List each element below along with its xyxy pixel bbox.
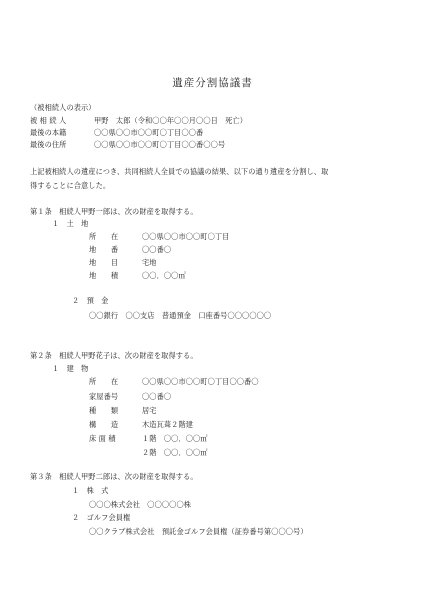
article-3-item-1-heading: １ 株 式: [72, 486, 109, 495]
article-1-item-2-heading: ２ 預 金: [72, 296, 109, 305]
preamble-line: 上記被相続人の遺産につき、共同相続人全員での協議の結果、以下の通り遺産を分割し、取: [30, 167, 329, 176]
field-label: 地 積: [89, 271, 119, 280]
registered-domicile-value: 〇〇県〇〇市〇〇町〇丁目〇〇番: [94, 128, 204, 137]
last-address-value: 〇〇県〇〇市〇〇町〇丁目〇〇番〇〇号: [94, 140, 226, 149]
deposit-line: 〇〇銀行 〇〇支店 普通預金 口座番号〇〇〇〇〇〇: [89, 311, 272, 320]
field-label: 家屋番号: [89, 392, 119, 401]
field-value: 居宅: [142, 406, 157, 415]
article-1-item-1-heading: １ 土 地: [52, 219, 89, 228]
field-label: 床 面 積: [89, 434, 116, 443]
field-value: 〇〇県〇〇市〇〇町〇丁目: [142, 232, 230, 241]
field-value: 〇〇番〇: [142, 245, 172, 254]
field-value: 〇〇．〇〇㎡: [142, 271, 186, 280]
article-2-item-1-heading: １ 建 物: [52, 364, 89, 373]
article-3-heading: 第３条 相続人甲野二郎は、次の財産を取得する。: [30, 472, 198, 481]
preamble-line: 得することに合意した。: [30, 181, 111, 190]
field-label: 地 目: [89, 258, 119, 267]
deceased-label: 被 相 続 人: [30, 116, 67, 125]
deceased-heading: （被相続人の表示）: [30, 103, 96, 112]
last-address-label: 最後の住所: [30, 140, 67, 149]
article-1-heading: 第１条 相続人甲野一郎は、次の財産を取得する。: [30, 207, 198, 216]
stock-line: 〇〇〇株式会社 〇〇〇〇〇株: [89, 500, 192, 509]
document-title: 遺産分割協議書: [172, 77, 253, 89]
field-value: 木造瓦葺２階建: [142, 420, 194, 429]
field-label: 種 類: [89, 406, 119, 415]
field-label: 所 在: [89, 232, 119, 241]
field-value: 〇〇番〇: [142, 392, 172, 401]
article-2-heading: 第２条 相続人甲野花子は、次の財産を取得する。: [30, 351, 198, 360]
golf-membership-line: 〇〇クラブ株式会社 預託金ゴルフ会員権（証券番号第〇〇〇号）: [89, 527, 308, 536]
article-3-item-2-heading: ２ ゴルフ会員権: [72, 513, 131, 522]
field-label: 地 番: [89, 245, 119, 254]
field-label: 所 在: [89, 377, 119, 386]
field-value: 宅地: [142, 258, 157, 267]
registered-domicile-label: 最後の本籍: [30, 128, 67, 137]
field-value: 〇〇県〇〇市〇〇町〇丁目〇〇番〇: [142, 377, 259, 386]
field-label: 構 造: [89, 420, 119, 429]
field-value: １階 〇〇．〇〇㎡: [142, 434, 208, 443]
deceased-value: 甲野 太郎（令和〇〇年〇〇月〇〇日 死亡）: [94, 116, 248, 125]
field-value: ２階 〇〇．〇〇㎡: [142, 448, 208, 457]
